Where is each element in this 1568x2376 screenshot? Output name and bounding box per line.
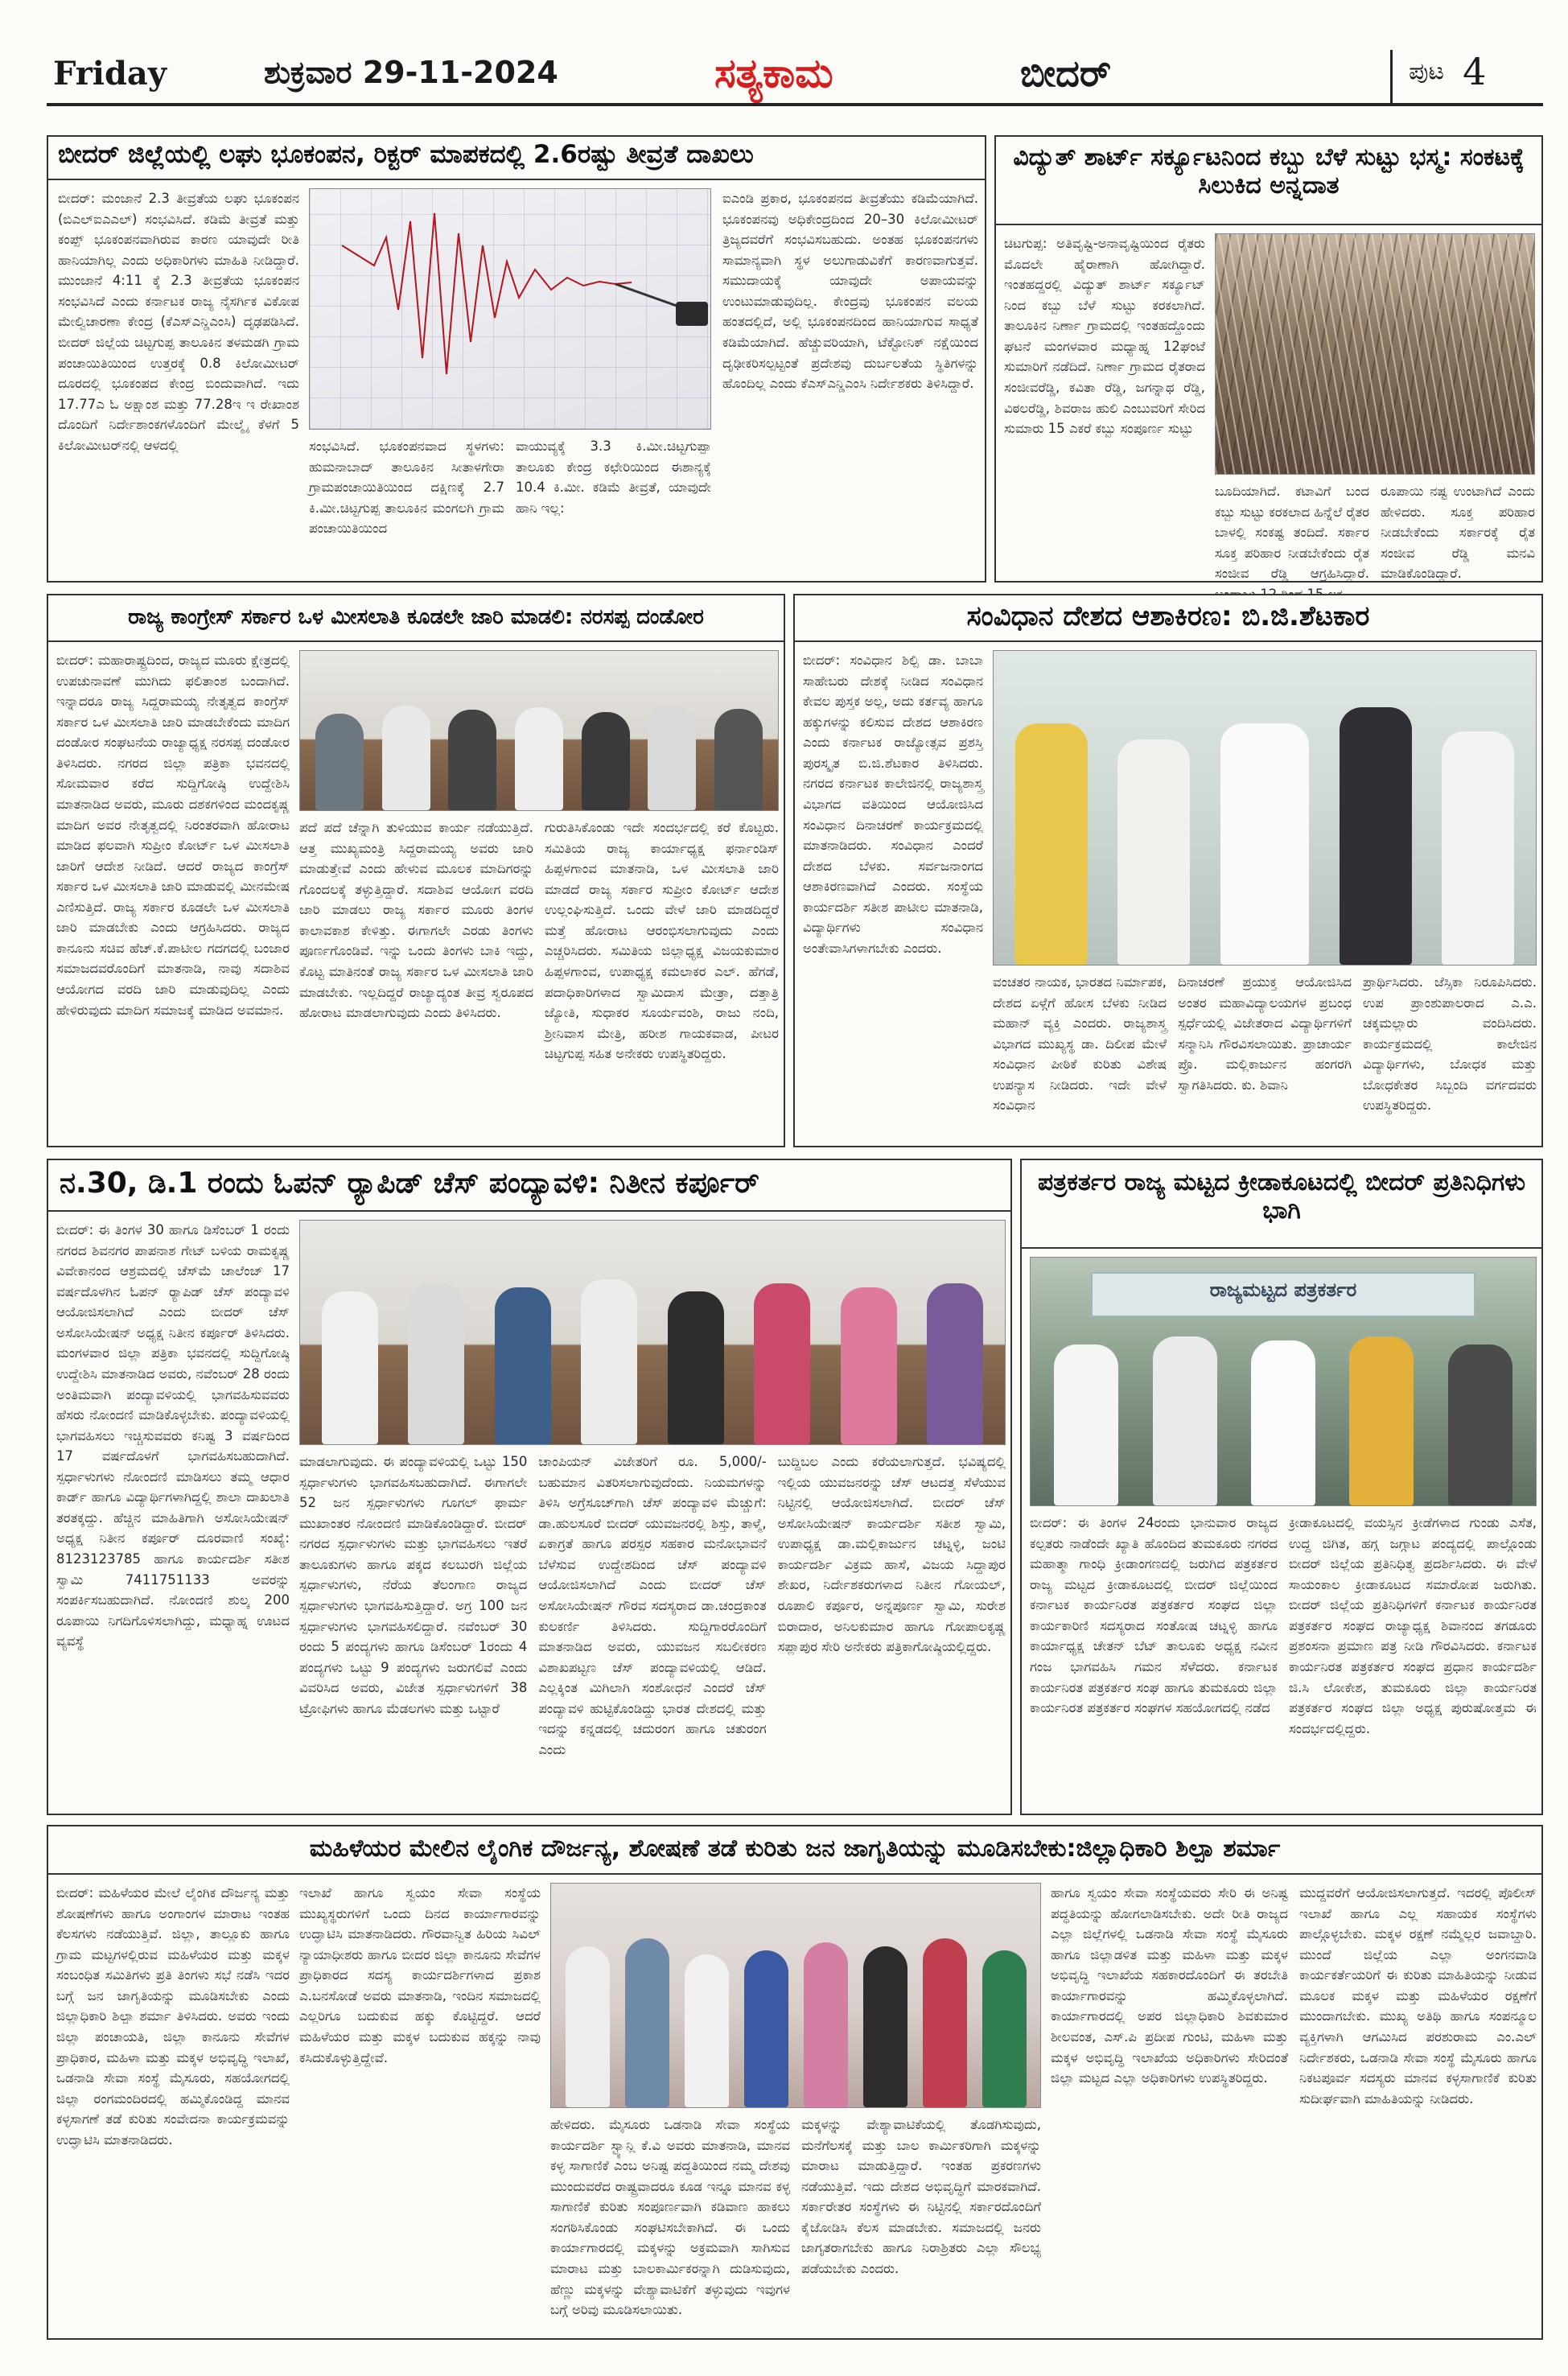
chess-press-meet-photo xyxy=(299,1220,1006,1445)
workshop-photo xyxy=(550,1883,1041,2108)
article-column: ಪ್ರಾರ್ಥಿಸಿದರು. ಜೆಸ್ಸಿಕಾ ನಿರೂಪಿಸಿದರು. ಉಪ ಪ್ರಾಂಶುಪಾಲರಾದ ಎ.ಎ. ಚಕ್ಕಮಲ್ಲಾರು ವಂದಿಸಿದರು. ಕಾರ್ಯಕ್ರಮದಲ್ಲಿ ಕಾಲೇಜಿನ ವಿದ್ಯಾರ್ಥಿಗಳು, ಬೋಧಕ ಮತ್ತು ಬೋಧಕೇತರ ಸಿಬ್ಬಂದಿ ವರ್ಗದವರು ಉಪಸ್ಥಿತರಿದ್ದರು. xyxy=(1363,974,1537,1114)
photo-banner-text: ರಾಜ್ಯಮಟ್ಟದ ಪತ್ರಕರ್ತರ xyxy=(1091,1272,1475,1316)
article-headline: ಸಂವಿಧಾನ ದೇಶದ ಆಶಾಕಿರಣ: ಬಿ.ಜಿ.ಶೆಟಕಾರ xyxy=(795,595,1541,642)
article-column: ಬೀದರ್: ಮಹಾರಾಷ್ಟ್ರದಿಂದ, ರಾಜ್ಯದ ಮೂರು ಕ್ಷೇತ್ರದಲ್ಲಿ ಉಪಚುನಾವಣೆ ಮುಗಿದು ಫಲಿತಾಂಶ ಬಂದಾಗಿದೆ. ಇನ್ನಾದರೂ ರಾಜ್ಯ ಸಿದ್ದರಾಮಯ್ಯ ನೇತೃತ್ವದ ಕಾಂಗ್ರೆಸ್ ಸರ್ಕಾರ ಒಳ ಮೀಸಲಾತಿ ಜಾರಿ ಮಾಡಬೇಕೆಂದು ಮಾದಿಗ ದಂಡೋರ ಸಂಘಟನೆಯ ರಾಜ್ಯಾಧ್ಯಕ್ಷ ನರಸಪ್ಪ ದಂಡೋರ ತಿಳಿಸಿದರು. ನಗರದ ಜಿಲ್ಲಾ ಪತ್ರಿಕಾ ಭವನದಲ್ಲಿ ಸೋಮವಾರ ಕರೆದ ಸುದ್ದಿಗೋಷ್ಠಿ ಉದ್ದೇಶಿಸಿ ಮಾತನಾಡಿದ ಅವರು, ಮೂರು ದಶಕಗಳಿಂದ ಮಂದಕೃಷ್ಣ ಮಾದಿಗ ಅವರ ನೇತೃತ್ವದಲ್ಲಿ ನಿರಂತರವಾಗಿ ಹೋರಾಟ ಮಾಡಿದ ಫಲವಾಗಿ ಸುಪ್ರೀಂ ಕೋರ್ಟ್ ಒಳ ಮೀಸಲಾತಿ ಜಾರಿಗೆ ಆದೇಶ ನೀಡಿದೆ. ಆದರೆ ರಾಜ್ಯದ ಕಾಂಗ್ರೆಸ್ ಸರ್ಕಾರ ಒಳ ಮೀಸಲಾತಿ ಜಾರಿ ಮಾಡುವಲ್ಲಿ ಮೀನಮೇಷ ಎಣಿಸುತ್ತಿದೆ. ರಾಜ್ಯ ಸರ್ಕಾರ ಕೂಡಲೇ ಒಳ ಮೀಸಲಾತಿ ಜಾರಿ ಮಾಡಬೇಕು ಎಂದು ಆಗ್ರಹಿಸಿದರು. ರಾಜ್ಯದ ಕಾನೂನು ಸಚಿವ ಹೆಚ್.ಕೆ.ಪಾಟೀಲ ಗದಗದಲ್ಲಿ ಬಂಜಾರ ಸಮಾಜದವರೊಂದಿಗೆ ಮಾತನಾಡಿ, ನಾವು ಸದಾಶಿವ ಆಯೋಗದ ವರದಿ ಜಾರಿ ಮಾಡುವುದಿಲ್ಲ ಎಂದು ಹೇಳಿರುವುದು ಮಾದಿಗ ಸಮಾಜಕ್ಕೆ ಮಾಡಿದ ಅವಮಾನ. xyxy=(56,653,290,1018)
article-column: ವಾಯುವ್ಯಕ್ಕೆ 3.3 ಕಿ.ಮೀ.ಚಿಟ್ಟಗುಪ್ಪಾ ತಾಲೂಕು ಕೇಂದ್ರ ಕಛೇರಿಯಿಂದ ಈಶಾನ್ಯಕ್ಕೆ 10.4 ಕಿ.ಮೀ. ಕಡಿಮೆ ತೀವ್ರತೆ, ಯಾವುದೇ ಹಾನಿ ಇಲ್ಲ: xyxy=(516,439,711,516)
article-earthquake xyxy=(47,135,986,583)
article-column: ಬೂದಿಯಾಗಿದೆ. ಕಟಾವಿಗೆ ಬಂದ ಕಬ್ಬು ಸುಟ್ಟು ಕರಕಲಾದ ಹಿನ್ನೆಲೆ ರೈತರ ಬಾಳಲ್ಲಿ ಸಂಕಷ್ಟ ತಂದಿದೆ. ಸರ್ಕಾರ ಸೂಕ್ತ ಪರಿಹಾರ ನೀಡಬೇಕೆಂದು ರೈತ ಸಂಜೀವ ರೆಡ್ಡಿ ಆಗ್ರಹಿಸಿದ್ದಾರೆ. xyxy=(1215,484,1370,582)
seismograph-trace xyxy=(310,189,712,430)
article-column: ಬೀದರ್: ಮಂಜಾನೆ 2.3 ತೀವ್ರತೆಯ ಲಘು ಭೂಕಂಪನ (ಬಿಎಲ್ಐಎಎಲ್) ಸಂಭವಿಸಿದೆ. ಕಡಿಮೆ ತೀವ್ರತೆ ಮತ್ತು ಕಂಪ್ಪ್ ಭೂಕಂಪನವಾಗಿರುವ ಕಾರಣ ಯಾವುದೇ ರೀತಿ ಹಾನಿಯಾಗಿಲ್ಲ ಎಂದು ಅಧಿಕಾರಿಗಳು ಮಾಹಿತಿ ನೀಡಿದ್ದಾರೆ. ಮುಂಜಾನೆ 4:11 ಕ್ಕೆ 2.3 ತೀವ್ರತೆಯ ಭೂಕಂಪನ ಸಂಭವಿಸಿದೆ ಎಂದು ಕರ್ನಾಟಕ ರಾಜ್ಯ ನೈಸರ್ಗಿಕ ವಿಕೋಪ ಮೇಲ್ವಿಚಾರಣಾ ಕೇಂದ್ರ (ಕೆಎಸ್ಎನ್ಡಿಎಂಸಿ) ದೃಢಪಡಿಸಿದೆ. ಬೀದರ್ ಜಿಲ್ಲೆಯ ಚಿಟ್ಟಗುಪ್ಪ ತಾಲೂಕಿನ ತಳಮಡಗಿ ಗ್ರಾಮ ಪಂಚಾಯಿತಿಯಿಂದ ಉತ್ತರಕ್ಕೆ 0.8 ಕಿಲೋಮೀಟರ್ ದೂರದಲ್ಲಿ ಭೂಕಂಪದ ಕೇಂದ್ರ ಬಿಂದುವಾಗಿದೆ. ಇದು 17.77ಎ ಓ ಅಕ್ಷಾಂಶ ಮತ್ತು 77.28ಇ ಇ ರೇಖಾಂಶ ದೊಂದಿಗೆ ನಿರ್ದೇಶಾಂಕಗಳೊಂದಿಗೆ ಮೇಲ್ಮೈ ಕೆಳಗೆ 5 ಕಿಲೋಮೀಟರ್‌ನಲ್ಲಿ ಆಳದಲ್ಲಿ xyxy=(58,191,299,453)
article-column: ಮಾಡಲಾಗುವುದು. ಈ ಪಂದ್ಯಾವಳಿಯಲ್ಲಿ ಒಟ್ಟು 150 ಸ್ಪರ್ಧಾಳುಗಳು ಭಾಗವಹಿಸಬಹುದಾಗಿದೆ. ಈಗಾಗಲೇ 52 ಜನ ಸ್ಪರ್ಧಾಳುಗಳು ಗೂಗಲ್ ಫಾರ್ಮ ಮುಖಾಂತರ ನೋಂದಣಿ ಮಾಡಿಕೊಂಡಿದ್ದಾರೆ. ಬೀದರ್ ನಗರದ ಸ್ಪರ್ಧಾಳುಗಳು ಮತ್ತು ಭಾಗವಹಿಸಲು ಇತರೆ ತಾಲೂಕುಗಳು ಹಾಗೂ ಪಕ್ಕದ ಕಲಬುರಗಿ ಜಿಲ್ಲೆಯ ಸ್ಪರ್ಧಾಳುಗಳು, ನೆರೆಯ ತೆಲಂಗಾಣ ರಾಜ್ಯದ ಸ್ಪರ್ಧಾಳುಗಳು ಭಾಗವಹಿಸುತ್ತಿದ್ದಾರೆ. ಅಗ್ರ 100 ಜನ ಸ್ಪರ್ಧಾಳುಗಳು ಭಾಗವಹಿಸಲಿದ್ದಾರೆ. ನವೆಂಬರ್ 30 ರಂದು 5 ಪಂದ್ಯಗಳು ಹಾಗೂ ಡಿಸೆಂಬರ್ 1ರಂದು 4 ಪಂದ್ಯಗಳು ಒಟ್ಟು 9 ಪಂದ್ಯಗಳು ಜರುಗಲಿವೆ ಎಂದು ವಿವರಿಸಿದ ಅವರು, ವಿಜೇತ ಸ್ಪರ್ಧಾಳುಗಳಿಗೆ 38 ಟ್ರೋಫಿಗಳು ಹಾಗೂ ಮೆಡಲಗಳು ಮತ್ತು ಒಟ್ಟಾರೆ xyxy=(299,1454,528,1716)
article-constitution xyxy=(793,594,1543,1147)
article-column: ಬುದ್ದಿಬಲ ಎಂದು ಕರೆಯಲಾಗುತ್ತದೆ. ಭವಿಷ್ಯದಲ್ಲಿ ಇಲ್ಲಿಯ ಯುವಜನರನ್ನು ಚೆಸ್ ಆಟದತ್ತ ಸೆಳೆಯುವ ನಿಟ್ಟಿನಲ್ಲಿ ಆಯೋಜಿಸಲಾಗಿದೆ. ಬೀದರ್ ಚೆಸ್ ಅಸೋಸಿಯೇಷನ್ ಕಾರ್ಯದರ್ಶಿ ಸತೀಶ ಸ್ವಾಮಿ, ಉಪಾಧ್ಯಕ್ಷ ಡಾ.ಮಲ್ಲಿಕಾರ್ಜುನ ಚಟ್ನಳ್ಳಿ, ಜಂಟಿ ಕಾರ್ಯದರ್ಶಿ ವಿಕ್ರಮ ಹಾಸೆ, ವಿಜಯ ಸಿದ್ದಾಪುರ ಶೇಖರ, ನಿರ್ದೇಶಕರುಗಳಾದ ನಿತೀನ ಗೋಯಲ್, ರೂಪಾಲಿ ಕರ್ಪೂರ, ಅನ್ನಪೂರ್ಣ ಸ್ವಾಮಿ, ಸುರೇಶ ಬಿರಾದಾರ, ಅನಿಲಕುಮಾರ ಹಾಗೂ ಗೋಪಾಲಕೃಷ್ಣ ಸಪ್ಲಾಪುರ ಸೇರಿ ಅನೇಕರು ಪತ್ರಿಕಾಗೋಷ್ಠಿಯಲ್ಲಿದ್ದರು. xyxy=(777,1454,1006,1655)
article-headline: ನ.30, ಡಿ.1 ರಂದು ಓಪನ್ ರ್‍ಯಾಪಿಡ್ ಚೆಸ್ ಪಂದ್ಯಾವಳಿ: ನಿತೀನ ಕರ್ಪೂರ್ xyxy=(48,1160,1010,1212)
article-column: ಪದೆ ಪದೆ ಚೆನ್ನಾಗಿ ತುಳಿಯುವ ಕಾರ್ಯ ನಡೆಯುತ್ತಿದೆ. ಆತ್ತ ಮುಖ್ಯಮಂತ್ರಿ ಸಿದ್ದರಾಮಯ್ಯ ಅವರು ಜಾರಿ ಮಾಡುತ್ತೇವೆ ಎಂದು ಹೇಳುವ ಮೂಲಕ ಮಾದಿಗರನ್ನು ಗೊಂದಲಕ್ಕೆ ತಳ್ಳುತ್ತಿದ್ದಾರೆ. ಸದಾಶಿವ ಆಯೋಗ ವರದಿ ಜಾರಿ ಮಾಡಲು ರಾಜ್ಯ ಸರ್ಕಾರ ಮೂರು ತಿಂಗಳ ಕಾಲಾವಕಾಶ ಕೇಳಿತ್ತು. ಈಗಾಗಲೇ ಎರಡು ತಿಂಗಳು ಪೂರ್ಣಗೊಂಡಿವೆ. ಇನ್ನು ಒಂದು ತಿಂಗಳು ಬಾಕಿ ಇದ್ದು, ಕೊಟ್ಟ ಮಾತಿನಂತೆ ರಾಜ್ಯ ಸರ್ಕಾರ ಒಳ ಮೀಸಲಾತಿ ಜಾರಿ ಮಾಡಬೇಕು. ಇಲ್ಲದಿದ್ದರೆ ರಾಜ್ಯಾದ್ಯಂತ ತೀವ್ರ ಸ್ವರೂಪದ ಹೋರಾಟ ಮಾಡಲಾಗುವುದು ಎಂದು ತಿಳಿಸಿದರು. xyxy=(299,820,533,1021)
article-chess-tournament xyxy=(47,1159,1012,1815)
article-column: ಹೇಳಿದರು. ಮೈಸೂರು ಒಡನಾಡಿ ಸೇವಾ ಸಂಸ್ಥೆಯ ಕಾರ್ಯದರ್ಶಿ ಸ್ಟ್ಯಾನ್ಲಿ ಕೆ.ವಿ ಅವರು ಮಾತನಾಡಿ, ಮಾನವ ಕಳ್ಳ ಸಾಗಾಣಿಕೆ ಎಂಬ ಅನಿಷ್ಟ ಪದ್ದತಿಯಿಂದ ನಮ್ಮ ದೇಶವು ಮುಂದುವರೆದ ರಾಷ್ಟ್ರವಾದರೂ ಕೂಡ ಇನ್ನೂ ಮಾನವ ಕಳ್ಳ ಸಾಗಾಣಿಕೆ ಕುರಿತು ಸಂಪೂರ್ಣವಾಗಿ ಕಡಿವಾಣ ಹಾಕಲು ಸಂಗಠಿಸಿಕೊಂಡು ಸಂಘಟಿಸಬೇಕಾಗಿದೆ. ಈ ಒಂದು ಕಾರ್ಯಾಗಾರದಲ್ಲಿ ಮಕ್ಕಳನ್ನು ಅಕ್ರಮವಾಗಿ ಸಾಗಿಸುವ ಮಾರಾಟ ಮತ್ತು ಬಾಲಕಾರ್ಮಿಕರನ್ನಾಗಿ ದುಡಿಸುವುದು, ಹೆಣ್ಣು ಮಕ್ಕಳನ್ನು ವೇಶ್ಯಾವಾಟಿಕೆಗೆ ತಳ್ಳುವುದು ಇವುಗಳ ಬಗ್ಗೆ ಅರಿವು ಮೂಡಿಸಲಾಯಿತು. xyxy=(550,2117,790,2318)
article-headline: ಪತ್ರಕರ್ತರ ರಾಜ್ಯ ಮಟ್ಟದ ಕ್ರೀಡಾಕೂಟದಲ್ಲಿ ಬೀದರ್ ಪ್ರತಿನಿಧಿಗಳು ಭಾಗಿ xyxy=(1022,1160,1541,1249)
article-column: ಬೀದರ್: ಈ ತಿಂಗಳ 30 ಹಾಗೂ ಡಿಸೆಂಬರ್ 1 ರಂದು ನಗರದ ಶಿವನಗರ ಪಾಪನಾಶ ಗೇಟ್ ಬಳಿಯ ರಾಮಕೃಷ್ಣ ವಿವೇಕಾನಂದ ಆಶ್ರಮದಲ್ಲಿ ಚೆಸ್‌ಮೆ ಚಾಲೆಂಜ್ 17 ವರ್ಷದೊಳಗಿನ ಓಪನ್ ರ್‍ಯಾಪಿಡ್ ಚೆಸ್ ಪಂದ್ಯಾವಳಿ ಆಯೋಜಿಸಲಾಗಿದೆ ಎಂದು ಬೀದರ್ ಚೆಸ್ ಅಸೋಸಿಯೇಷನ್ ಅಧ್ಯಕ್ಷ ನಿತೀನ ಕರ್ಪೂರ್ ತಿಳಿಸಿದರು. ಮಂಗಳವಾರ ಜಿಲ್ಲಾ ಪತ್ರಿಕಾ ಭವನದಲ್ಲಿ ಸುದ್ದಿಗೋಷ್ಠಿ ಉದ್ದೇಶಿಸಿ ಮಾತನಾಡಿದ ಅವರು, ನವೆಂಬರ್ 28 ರಂದು ಅಂತಿಮವಾಗಿ ಪಂದ್ಯಾವಳಿಯಲ್ಲಿ ಭಾಗವಹಿಸುವವರು ಹೆಸರು ನೋಂದಣಿ ಮಾಡಿಕೊಳ್ಳಬೇಕು. ಪಂದ್ಯಾವಳಿಯಲ್ಲಿ ಭಾಗವಹಿಸಲು ಇಚ್ಚಿಸುವವರು ಕನಿಷ್ಟ 3 ವರ್ಷದಿಂದ 17 ವರ್ಷದೊಳಗೆ ಭಾಗವಹಿಸಬಹುದಾಗಿದೆ. ಸ್ಪರ್ಧಾಳುಗಳು ನೋಂದಣಿ ಮಾಡಿಸಲು ತಮ್ಮ ಆಧಾರ ಕಾರ್ಡ್ ಹಾಗೂ ವಿದ್ಯಾರ್ಥಿಗಳಾಗಿದ್ದಲ್ಲಿ ಶಾಲಾ ದಾಖಲಾತಿ ತರತಕ್ಕದ್ದು. ಹೆಚ್ಚಿನ ಮಾಹಿತಿಗಾಗಿ ಅಸೋಸಿಯೇಷನ್ ಅಧ್ಯಕ್ಷ ನಿತೀನ ಕರ್ಪೂರ್ ದೂರವಾಣಿ ಸಂಖ್ಯೆ: 8123123785 ಹಾಗೂ ಕಾರ್ಯದರ್ಶಿ ಸತೀಶ ಸ್ವಾಮಿ 7411751133 ಅವರನ್ನು ಸಂಪರ್ಕಿಸಬಹುದಾಗಿದೆ. ನೋಂದಣಿ ಶುಲ್ಕ 200 ರೂಪಾಯಿ ನಿಗದಿಗೊಳಿಸಲಾಗಿದ್ದು, ಮಧ್ಯಾಹ್ನ ಊಟದ ವ್ಯವಸ್ಥೆ xyxy=(56,1222,290,1649)
article-women-safety xyxy=(47,1825,1543,2340)
article-headline: ಮಹಿಳೆಯರ ಮೇಲಿನ ಲೈಂಗಿಕ ದೌರ್ಜನ್ಯ, ಶೋಷಣೆ ತಡೆ ಕುರಿತು ಜನ ಜಾಗೃತಿಯನ್ನು ಮೂಡಿಸಬೇಕು:ಜಿಲ್ಲಾಧಿಕಾರಿ ಶಿಲ್ಪಾ ಶರ್ಮಾ xyxy=(48,1826,1541,1875)
edition-city: ಬೀದರ್ xyxy=(1020,51,1112,95)
article-sugarcane-fire xyxy=(994,135,1543,583)
seismograph-photo xyxy=(309,188,711,430)
article-column: ಬೀದರ್: ಸಂವಿಧಾನ ಶಿಲ್ಪಿ ಡಾ. ಬಾಬಾ ಸಾಹೇಬರು ದೇಶಕ್ಕೆ ನೀಡಿದ ಸಂವಿಧಾನ ಕೇವಲ ಪುಸ್ತಕ ಅಲ್ಲ, ಅದು ಕರ್ತವ್ಯ ಹಾಗೂ ಹಕ್ಕುಗಳನ್ನು ಕಲಿಸುವ ದೇಶದ ಆಶಾಕಿರಣ ಎಂದು ಕರ್ನಾಟಕ ರಾಜ್ಯೋತ್ಸವ ಪ್ರಶಸ್ತಿ ಪುರಸ್ಕೃತ ಬಿ.ಜಿ.ಶೆಟಕಾರ ತಿಳಿಸಿದರು. ನಗರದ ಕರ್ನಾಟಕ ಕಾಲೇಜಿನಲ್ಲಿ ರಾಜ್ಯಶಾಸ್ತ್ರ ವಿಭಾಗದ ವತಿಯಿಂದ ಆಯೋಜಿಸಿದ ಸಂವಿಧಾನ ದಿನಾಚರಣೆ ಕಾರ್ಯಕ್ರಮದಲ್ಲಿ ಮಾತನಾಡಿದರು. ಸಂವಿಧಾನ ಎಂದರೆ ದೇಶದ ಬೆಳಕು. ಸರ್ವಜನಾಂಗದ ಆಶಾಕಿರಣವಾಗಿದೆ ಎಂದರು. ಸಂಸ್ಥೆಯ ಕಾರ್ಯದರ್ಶಿ ಸತೀಶ ಪಾಟೀಲ ಮಾತನಾಡಿ, ವಿದ್ಯಾರ್ಥಿಗಳು ಸಂವಿಧಾನ ಅಂತೇವಾಸಿಗಳಾಗಬೇಕು ಎಂದರು. xyxy=(803,653,983,956)
article-column: ಬೀದರ್: ಈ ತಿಂಗಳ 24ರಂದು ಭಾನುವಾರ ರಾಜ್ಯದ ಕಲ್ಪತರು ನಾಡೆಂದೇ ಖ್ಯಾತಿ ಹೊಂದಿದ ತುಮಕೂರು ನಗರದ ಮಹಾತ್ಮಾ ಗಾಂಧಿ ಕ್ರೀಡಾಂಗಣದಲ್ಲಿ ಜರುಗಿದ ಪತ್ರಕರ್ತರ ರಾಜ್ಯ ಮಟ್ಟದ ಕ್ರೀಡಾಕೂಟದಲ್ಲಿ ಬೀದರ್ ಜಿಲ್ಲೆಯಿಂದ ಕರ್ನಾಟಕ ಕಾರ್ಯನಿರತ ಪತ್ರಕರ್ತರ ಸಂಘದ ಜಿಲ್ಲಾ ಕಾರ್ಯಕಾರಿಣಿ ಸದಸ್ಯರಾದ ಸಂತೋಷ ಚಟ್ನಳ್ಳಿ ಹಾಗೂ ಕಾರ್ಯಾಧ್ಯಕ್ಷ ಚೇತನ್ ಬೆಟ್ ತಾಲೂಕು ಅಧ್ಯಕ್ಷ ನವೀನ ಗಂಜ ಭಾಗವಹಿಸಿ ಗಮನ ಸೆಳೆದರು. ಕರ್ನಾಟಕ ಕಾರ್ಯನಿರತ ಪತ್ರಕರ್ತರ ಸಂಘ ಹಾಗೂ ತುಮಕೂರು ಜಿಲ್ಲಾ ಕಾರ್ಯನಿರತ ಪತ್ರಕರ್ತರ ಸಂಘಗಳ ಸಹಯೋಗದಲ್ಲಿ ನಡೆದ xyxy=(1030,1515,1278,1716)
article-headline: ಬೀದರ್ ಜಿಲ್ಲೆಯಲ್ಲಿ ಲಘು ಭೂಕಂಪನ, ರಿಕ್ಟರ್ ಮಾಪಕದಲ್ಲಿ 2.6ರಷ್ಟು ತೀವ್ರತೆ ದಾಖಲು xyxy=(48,137,985,180)
article-journalist-sports-meet xyxy=(1020,1159,1543,1815)
masthead-day: Friday xyxy=(53,55,167,93)
article-column: ಕ್ರೀಡಾಕೂಟದಲ್ಲಿ ವಯಸ್ಸಿನ ಕ್ರೀಡೆಗಳಾದ ಗುಂಡು ಎಸೆತ, ಉದ್ದ ಜಿಗಿತ, ಹಗ್ಗ ಜಗ್ಗಾಟ ಪಂದ್ಯದಲ್ಲಿ ಪಾಲ್ಗೊಂಡು ಬೀದರ್ ಜಿಲ್ಲೆಯ ಪ್ರತಿನಿಧಿತ್ವ ಪ್ರದರ್ಶಿಸಿದರು. ಈ ವೇಳೆ ಸಾಯಂಕಾಲ ಕ್ರೀಡಾಕೂಟದ ಸಮಾರೋಪ ಜರುಗಿತು. ಬೀದರ್ ಜಿಲ್ಲೆಯ ಪ್ರತಿನಿಧಿಗಳಿಗೆ ಕರ್ನಾಟಕ ಕಾರ್ಯನಿರತ ಪತ್ರಕರ್ತರ ಸಂಘದ ರಾಜ್ಯಾಧ್ಯಕ್ಷ ಶಿವಾನಂದ ತಗಡೂರು ಪ್ರಶಂಸನಾ ಪ್ರಮಾಣ ಪತ್ರ ನೀಡಿ ಗೌರವಿಸಿದರು. ಕರ್ನಾಟಕ ಕಾರ್ಯನಿರತ ಪತ್ರಕರ್ತರ ಸಂಘದ ಪ್ರಧಾನ ಕಾರ್ಯದರ್ಶಿ ಜಿ.ಸಿ ಲೋಕೇಶ, ತುಮಕೂರು ಜಿಲ್ಲಾ ಕಾರ್ಯನಿರತ ಪತ್ರಕರ್ತರ ಸಂಘದ ಜಿಲ್ಲಾ ಅಧ್ಯಕ್ಷ ಪುರುಷೋತ್ತಮ ಈ ಸಂದರ್ಭದಲ್ಲಿದ್ದರು. xyxy=(1289,1515,1537,1736)
press-meet-photo xyxy=(299,650,779,811)
award-ceremony-photo xyxy=(993,650,1537,966)
article-column: ಸಂಭವಿಸಿದೆ. ಭೂಕಂಪನವಾದ ಸ್ಥಳಗಳು: ಹುಮನಾಬಾದ್ ತಾಲೂಕಿನ ಸೀತಾಳಗೇರಾ ಗ್ರಾಮಪಂಚಾಯಿತಿಯಿಂದ ದಕ್ಷಿಣಕ್ಕೆ 2.7 ಕಿ.ಮೀ.ಚಿಟ್ಟಗುಪ್ಪ ತಾಲೂಕಿನ ಮಂಗಲಗಿ ಗ್ರಾಮ ಪಂಚಾಯಿತಿಯಿಂದ xyxy=(309,439,504,537)
article-column: ರೂಪಾಯಿ ನಷ್ಟ ಉಂಟಾಗಿದೆ ಎಂದು ಹೇಳಿದರು. ಸೂಕ್ತ ಪರಿಹಾರ ನೀಡಬೇಕೆಂದು ಸರ್ಕಾರಕ್ಕೆ ರೈತ ಸಂಜೀವ ರೆಡ್ಡಿ ಮನವಿ ಮಾಡಿಕೊಂಡಿದ್ದಾರೆ. xyxy=(1381,484,1535,582)
burnt-sugarcane-photo xyxy=(1215,233,1535,475)
article-column: ವಂಚತರ ನಾಯಕ, ಭಾರತದ ನಿರ್ಮಾಪಕ, ದೇಶದ ಏಳ್ಗೆಗೆ ಹೋಸ ಬೆಳಕು ನೀಡಿದ ಮಹಾನ್ ವ್ಯಕ್ತಿ ಎಂದರು. ರಾಜ್ಯಶಾಸ್ತ್ರ ವಿಭಾಗದ ಮುಖ್ಯಸ್ಥ ಡಾ. ದಿಲೀಪ ಮೇಳೆ ಸಂವಿಧಾನ ಪೀಠಿಕೆ ಕುರಿತು ವಿಶೇಷ ಉಪನ್ಯಾಸ ನೀಡಿದರು. ಇದೇ ವೇಳೆ ಸಂವಿಧಾನ xyxy=(993,974,1167,1114)
article-column: ಮುದ್ದವರೆಗೆ ಆಯೋಜಿಸಲಾಗುತ್ತದೆ. ಇದರಲ್ಲಿ ಪೊಲೀಸ್ ಇಲಾಖೆ ಹಾಗೂ ಎಲ್ಲ ಸಹಾಯಕ ಸಂಸ್ಥೆಗಳು ಪಾಲ್ಗೊಳ್ಳಬೇಕು. ಮಕ್ಕಳ ರಕ್ಷಣೆ ನಮ್ಮೆಲ್ಲರ ಜವಾಬ್ದಾರಿ. ಮುಂದೆ ಜಿಲ್ಲೆಯ ಎಲ್ಲಾ ಅಂಗನವಾಡಿ ಕಾರ್ಯಕರ್ತೆಯರಿಗೆ ಈ ಕುರಿತು ಮಾಹಿತಿಯನ್ನು ನೀಡುವ ಮೂಲಕ ಮಕ್ಕಳ ಮತ್ತು ಮಹಿಳೆಯರ ರಕ್ಷಣೆಗೆ ಮುಂದಾಗಬೇಕು. ಮುಖ್ಯ ಅತಿಥಿ ಹಾಗೂ ಸಂಪನ್ಮೂಲ ವ್ಯಕ್ತಿಗಳಾಗಿ ಆಗಮಿಸಿದ ಪರಶುರಾಮ ಎಂ.ಎಲ್ ನಿರ್ದೇಶಕರು, ಒಡನಾಡಿ ಸೇವಾ ಸಂಸ್ಥೆ ಮೈಸೂರು ಹಾಗೂ ನಿಕಟಪೂರ್ವ ಸದಸ್ಯರು ಮಾನವ ಕಳ್ಳಸಾಗಾಣಿಕೆ ಕುರಿತು ಸುದೀರ್ಘವಾಗಿ ಮಾಹಿತಿಯನ್ನು ನೀಡಿದರು. xyxy=(1299,1885,1537,2106)
article-column: ಐಎಂಡಿ ಪ್ರಕಾರ, ಭೂಕಂಪನದ ತೀವ್ರತೆಯು ಕಡಿಮೆಯಾಗಿದೆ. ಭೂಕಂಪನವು ಅಧಿಕೇಂದ್ರದಿಂದ 20–30 ಕಿಲೋಮೀಟರ್ ತ್ರಿಜ್ಯದವರೆಗೆ ಸಂಭವಿಸಬಹುದು. ಅಂತಹ ಭೂಕಂಪನಗಳು ಸಾಮಾನ್ಯವಾಗಿ ಸ್ಥಳ ಅಲುಗಾಡುವಿಕೆಗೆ ಕಾರಣವಾಗುತ್ತವೆ. ಸಮುದಾಯಕ್ಕೆ ಯಾವುದೇ ಅಪಾಯವನ್ನು ಉಂಟುಮಾಡುವುದಿಲ್ಲ. ಕೇಂದ್ರವು ಭೂಕಂಪನ ವಲಯ ಹಂತದಲ್ಲಿದೆ, ಅಲ್ಲಿ ಭೂಕಂಪನದಿಂದ ಹಾನಿಯಾಗುವ ಸಾಧ್ಯತೆ ಕಡಿಮೆಯಾಗಿದೆ. ಹೆಚ್ಚುವರಿಯಾಗಿ, ಟೆಕ್ಟೋನಿಕ್ ನಕ್ಷೆಯಿಂದ ದೃಢೀಕರಿಸಲ್ಪಟ್ಟಂತೆ ಪ್ರದೇಶವು ದುರ್ಬಲತೆಯ ಸ್ಥಿತಿಗಳನ್ನು ಹೊಂದಿಲ್ಲ ಎಂದು ಕೆಎಸ್ಎನ್ಡಿಎಂಸಿ ನಿರ್ದೇಶಕರು ತಿಳಿಸಿದ್ದಾರೆ. xyxy=(722,191,978,392)
article-column: ಚಾಂಪಿಯನ್ ವಿಜೇತರಿಗೆ ರೂ. 5,000/- ಬಹುಮಾನ ವಿತರಿಸಲಾಗುವುದೆಂದು. ನಿಯಮಗಳನ್ನು ತಿಳಿಸಿ ಅಗ್ರೆಸೂಚ್‌ಗಾಗಿ ಚೆಸ್ ಪಂದ್ಯಾವಳಿ ಮೆಚ್ಚುಗೆ: ಡಾ.ಹುಲಸೂರೆ ಬೀದರ್ ಯುವಜನರಲ್ಲಿ ಶಿಸ್ತು, ತಾಳ್ಮೆ, ಏಕಾಗ್ರತೆ ಹಾಗೂ ಪರಸ್ಪರ ಸಹಕಾರ ಮನೋಭಾವನೆ ಬೆಳೆಸುವ ಉದ್ದೇಶದಿಂದ ಚೆಸ್ ಪಂದ್ಯಾವಳಿ ಆಯೋಜಿಸಲಾಗಿದೆ ಎಂದು ಬೀದರ್ ಚೆಸ್ ಅಸೋಸಿಯೇಷನ್ ಗೌರವ ಸದಸ್ಯರಾದ ಡಾ.ಚಂದ್ರಕಾಂತ ಕುಲಕರ್ಣಿ ತಿಳಿಸಿದರು. ಸುದ್ದಿಗಾರರೊಂದಿಗೆ ಮಾತನಾಡಿದ ಅವರು, ಯುವಜನ ಸಬಲೀಕರಣ ವಿಶಾಖಪಟ್ಟಣ ಚೆಸ್ ಪಂದ್ಯಾವಳಿಯಲ್ಲಿ ಆಡಿದೆ. ಎಲ್ಲಕ್ಕಿಂತ ಮಿಗಿಲಾಗಿ ಸಂಶೋಧನೆ ಎಂದರೆ ಚೆಸ್ ಪಂದ್ಯಾವಳಿ ಹುಟ್ಟಿಕೊಂಡಿದ್ದು ಭಾರತ ದೇಶದಲ್ಲಿ ಮತ್ತು ಇದನ್ನು ಕನ್ನಡದಲ್ಲಿ ಚದುರಂಗ ಹಾಗೂ ಚತುರಂಗ ಎಂದು xyxy=(538,1454,767,1757)
article-reservation xyxy=(47,594,785,1147)
masthead-date: ಶುಕ್ರವಾರ 29-11-2024 xyxy=(264,55,558,90)
article-headline: ವಿದ್ಯುತ್ ಶಾರ್ಟ್ ಸರ್ಕ್ಯೂಟನಿಂದ ಕಬ್ಬು ಬೆಳೆ ಸುಟ್ಟು ಭಸ್ಮ: ಸಂಕಟಕ್ಕೆ ಸಿಲುಕಿದ ಅನ್ನದಾತ xyxy=(996,137,1541,225)
article-column: ಮಕ್ಕಳನ್ನು ವೇಶ್ಯಾವಾಟಿಕೆಯಲ್ಲಿ ತೊಡಗಿಸುವುದು, ಮನೆಗೆಲಸಕ್ಕೆ ಮತ್ತು ಬಾಲ ಕಾರ್ಮಿಕರಿಗಾಗಿ ಮಕ್ಕಳನ್ನು ಮಾರಾಟ ಮಾಡುತ್ತಿದ್ದಾರೆ. ಇಂತಹ ಪ್ರಕರಣಗಳು ನಡೆಯುತ್ತಿವೆ. ಇದು ದೇಶದ ಅಭಿವೃದ್ಧಿಗೆ ಮಾರಕವಾಗಿದೆ. ಸರ್ಕಾರೇತರ ಸಂಸ್ಥೆಗಳು ಈ ನಿಟ್ಟಿನಲ್ಲಿ ಸರ್ಕಾರದೊಂದಿಗೆ ಕೈಜೋಡಿಸಿ ಕೆಲಸ ಮಾಡಬೇಕು. ಸಮಾಜದಲ್ಲಿ ಜನರು ಜಾಗೃತರಾಗಬೇಕು ಹಾಗೂ ನಿರಾಶ್ರಿತರು ಎಲ್ಲಾ ಸೌಲಭ್ಯ ಪಡೆಯಬೇಕು ಎಂದರು. xyxy=(801,2117,1041,2276)
article-column: ಹಾಗೂ ಸ್ವಯಂ ಸೇವಾ ಸಂಸ್ಥೆಯವರು ಸೇರಿ ಈ ಅನಿಷ್ಟ ಪದ್ಧತಿಯನ್ನು ಹೋಗಲಾಡಿಸಬೇಕು. ಅದೇ ರೀತಿ ರಾಜ್ಯದ ಎಲ್ಲಾ ಜಿಲ್ಲೆಗಳಲ್ಲಿ ಒಡನಾಡಿ ಸೇವಾ ಸಂಸ್ಥೆ ಮೈಸೂರು ಹಾಗೂ ಜಿಲ್ಲಾಡಳಿತ ಮತ್ತು ಮಹಿಳಾ ಮತ್ತು ಮಕ್ಕಳ ಅಭಿವೃದ್ಧಿ ಇಲಾಖೆಯ ಸಹಕಾರದೊಂದಿಗೆ ಈ ತರಬೇತಿ ಕಾರ್ಯಾಗಾರವನ್ನು ಹಮ್ಮಿಕೊಳ್ಳಲಾಗಿದೆ. ಕಾರ್ಯಾಗಾರದಲ್ಲಿ ಅಪರ ಜಿಲ್ಲಾಧಿಕಾರಿ ಶಿವಕುಮಾರ ಶೀಲವಂತ, ಎಸ್.ಪಿ ಪ್ರದೀಪ ಗುಂಟಿ, ಮಹಿಳಾ ಮತ್ತು ಮಕ್ಕಳ ಅಭಿವೃದ್ಧಿ ಇಲಾಖೆಯ ಅಧಿಕಾರಿಗಳು ಸೇರಿದಂತೆ ಜಿಲ್ಲಾ ಮಟ್ಟದ ಎಲ್ಲಾ ಅಧಿಕಾರಿಗಳು ಉಪಸ್ಥಿತರಿದ್ದರು. xyxy=(1051,1885,1288,2086)
article-column: ದಿನಾಚರಣೆ ಪ್ರಯುಕ್ತ ಆಯೋಜಿಸಿದ ಅಂತರ ಮಹಾವಿದ್ಯಾಲಯಗಳ ಪ್ರಬಂಧ ಸ್ಪರ್ಧೆಯಲ್ಲಿ ವಿಜೇತರಾದ ವಿದ್ಯಾರ್ಥಿಗಳಿಗೆ ಸನ್ಮಾನಿಸಿ ಗೌರವಿಸಲಾಯಿತು. ಪ್ರಾಚಾರ್ಯ ಪ್ರೊ. ಮಲ್ಲಿಕಾರ್ಜುನ ಹಂಗರಗಿ ಸ್ವಾಗತಿಸಿದರು. ಕು. ಶಿವಾನಿ xyxy=(1178,974,1352,1093)
page-number: 4 xyxy=(1463,50,1487,93)
sports-meet-photo xyxy=(1030,1257,1537,1506)
page-label: ಪುಟ xyxy=(1409,57,1445,86)
article-column: ಇಲಾಖೆ ಹಾಗೂ ಸ್ವಯಂ ಸೇವಾ ಸಂಸ್ಥೆಯ ಮುಖ್ಯಸ್ಥರುಗಳಿಗೆ ಒಂದು ದಿನದ ಕಾರ್ಯಾಗಾರವನ್ನು ಉದ್ಘಾಟಿಸಿ ಮಾತನಾಡಿದರು. ಗೌರವಾನ್ವಿತ ಹಿರಿಯ ಸಿವಿಲ್ ನ್ಯಾಯಾಧೀಶರು ಹಾಗೂ ಬೀದರ ಜಿಲ್ಲಾ ಕಾನೂನು ಸೇವೆಗಳ ಪ್ರಾಧಿಕಾರದ ಸದಸ್ಯ ಕಾರ್ಯದರ್ಶಿಗಳಾದ ಪ್ರಕಾಶ ಎ.ಬನಸೋಡೆ ಅವರು ಮಾತನಾಡಿ, ಇಂದಿನ ಸಮಾಜದಲ್ಲಿ ಎಲ್ಲರಿಗೂ ಬದುಕುವ ಹಕ್ಕು ಕೊಟ್ಟಿದ್ದರೆ. ಆದರೆ ಮಹಿಳೆಯರ ಮತ್ತು ಮಕ್ಕಳ ಬದುಕುವ ಹಕ್ಕನ್ನು ನಾವು ಕಸಿದುಕೊಳ್ಳುತ್ತಿದ್ದೇವೆ. xyxy=(299,1885,541,2065)
article-column: ಬೀದರ್: ಮಹಿಳೆಯರ ಮೇಲೆ ಲೈಂಗಿಕ ದೌರ್ಜನ್ಯ ಮತ್ತು ಶೋಷಣೆಗಳು ಹಾಗೂ ಅಂಗಾಂಗಳ ಮಾರಾಟ ಇಂತಹ ಕೆಲಸಗಳು ನಡೆಯುತ್ತಿವೆ. ಜಿಲ್ಲಾ, ತಾಲ್ಲೂಕು ಹಾಗೂ ಗ್ರಾಮ ಮಟ್ಟಗಳಲ್ಲಿರುವ ಮಹಿಳೆಯರ ಮತ್ತು ಮಕ್ಕಳ ಸಂಬಂಧಿತ ಸಮಿತಿಗಳು ಪ್ರತಿ ತಿಂಗಳು ಸಭೆ ನಡೆಸಿ ಇದರ ಬಗ್ಗೆ ಜನ ಜಾಗೃತಿಯನ್ನು ಮೂಡಿಸಬೇಕು ಎಂದು ಜಿಲ್ಲಾಧಿಕಾರಿ ಶಿಲ್ಪಾ ಶರ್ಮಾ ತಿಳಿಸಿದರು. ಅವರು ಇಂದು ಜಿಲ್ಲಾ ಪಂಚಾಯತಿ, ಜಿಲ್ಲಾ ಕಾನೂನು ಸೇವೆಗಳ ಪ್ರಾಧಿಕಾರ, ಮಹಿಳಾ ಮತ್ತು ಮಕ್ಕಳ ಅಭಿವೃದ್ಧಿ ಇಲಾಖೆ, ಒಡನಾಡಿ ಸೇವಾ ಸಂಸ್ಥೆ ಮೈಸೂರು, ಸಹಯೋಗದಲ್ಲಿ ಜಿಲ್ಲಾ ರಂಗಮಂದಿರದಲ್ಲಿ ಹಮ್ಮಿಕೊಂಡಿದ್ದ ಮಾನವ ಕಳ್ಳಸಾಗಣೆ ತಡೆ ಕುರಿತು ಸಂವೇದನಾ ಕಾರ್ಯಕ್ರಮವನ್ನು ಉದ್ಘಾಟಿಸಿ ಮಾತನಾಡಿದರು. xyxy=(56,1885,290,2147)
newspaper-title: ಸತ್ಯಕಾಮ xyxy=(714,50,833,97)
masthead xyxy=(47,47,1543,106)
article-headline: ರಾಜ್ಯ ಕಾಂಗ್ರೇಸ್ ಸರ್ಕಾರ ಒಳ ಮೀಸಲಾತಿ ಕೂಡಲೇ ಜಾರಿ ಮಾಡಲಿ: ನರಸಪ್ಪ ದಂಡೋರ xyxy=(48,595,784,642)
article-column: ಗುರುತಿಸಿಕೊಂಡು ಇದೇ ಸಂದರ್ಭದಲ್ಲಿ ಕರೆ ಕೊಟ್ಟರು. ಸಮಿತಿಯ ರಾಜ್ಯ ಕಾರ್ಯಾಧ್ಯಕ್ಷ ಫರ್ನಾಂಡಿಸ್ ಹಿಪ್ಪಳಗಾಂವ ಮಾತನಾಡಿ, ಒಳ ಮೀಸಲಾತಿ ಜಾರಿ ಮಾಡದೆ ರಾಜ್ಯ ಸರ್ಕಾರ ಸುಪ್ರೀಂ ಕೋರ್ಟ್ ಆದೇಶ ಉಲ್ಲಂಘಿಸುತ್ತಿದೆ. ಒಂದು ವೇಳೆ ಜಾರಿ ಮಾಡದಿದ್ದರೆ ಮತ್ತೆ ಹೋರಾಟ ಆರಂಭಿಸಲಾಗುವುದು ಎಂದು ಎಚ್ಚರಿಸಿದರು. ಸಮಿತಿಯ ಜಿಲ್ಲಾಧ್ಯಕ್ಷ ವಿಜಯಕುಮಾರ ಹಿಪ್ಪಳಗಾಂವ, ಉಪಾಧ್ಯಕ್ಷ ಕಮಲಾಕರ ಎಲ್. ಹೆಗಡೆ, ಪದಾಧಿಕಾರಿಗಳಾದ ಸ್ವಾಮಿದಾಸ ಮೇತ್ರಾ, ದತ್ತಾತ್ರಿ ಜ್ಯೋತಿ, ಸುಧಾಕರ ಸೂರ್ಯವಂಶಿ, ರಾಜು ನಂದಿ, ಶ್ರೀನಿವಾಸ ಮೇತ್ರಿ, ಹರೀಶ ಗಾಯಕವಾಡ, ಪೀಟರ ಚಿಟ್ಟಗುಪ್ಪ ಸಹಿತ ಅನೇಕರು ಉಪಸ್ಥಿತರಿದ್ದರು. xyxy=(545,820,779,1062)
page-number-box xyxy=(1390,50,1543,103)
article-column: ಚಿಟಗುಪ್ಪ: ಅತಿವೃಷ್ಟಿ-ಅನಾವೃಷ್ಟಿಯಿಂದ ರೈತರು ಮೊದಲೇ ಹೈರಾಣಾಗಿ ಹೋಗಿದ್ದಾರೆ. ಇಂತಹದ್ದರಲ್ಲಿ ವಿದ್ಯುತ್ ಶಾರ್ಟ್ ಸರ್ಕ್ಯೂಟ್ ನಿಂದ ಕಬ್ಬು ಬೆಳೆ ಸುಟ್ಟು ಕರಕಲಾಗಿದೆ. ತಾಲೂಕಿನ ನಿರ್ಣಾ ಗ್ರಾಮದಲ್ಲಿ ಇಂತಹದ್ದೊಂದು ಘಟನೆ ಮಂಗಳವಾರ ಮಧ್ಯಾಹ್ನ 12ಘಂಟೆ ಸುಮಾರಿಗೆ ನಡೆದಿದೆ. ನಿರ್ಣಾ ಗ್ರಾಮದ ರೈತರಾದ ಸಂಜೀವರೆಡ್ಡಿ, ಕವಿತಾ ರೆಡ್ಡಿ, ಜಗನ್ನಾಥ ರೆಡ್ಡಿ, ವಿಠಲರೆಡ್ಡಿ, ಶಿವರಾಜ ಹುಲಿ ಎಂಬುವರಿಗೆ ಸೇರಿದ ಸುಮಾರು 15 ಎಕರೆ ಕಬ್ಬು ಸಂಪೂರ್ಣ ಸುಟ್ಟು xyxy=(1004,236,1205,437)
